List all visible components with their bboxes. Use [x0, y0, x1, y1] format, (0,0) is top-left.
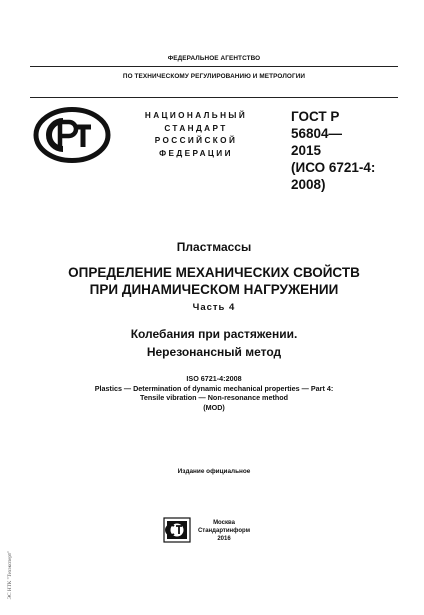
rst-logo-icon — [33, 107, 111, 163]
header-divider — [30, 66, 398, 67]
iso-reference: ISO 6721-4:2008 — [186, 374, 242, 383]
designation-line: 56804— — [291, 126, 343, 141]
designation-line: 2008) — [291, 177, 326, 192]
agency-line-2: ПО ТЕХНИЧЕСКОМУ РЕГУЛИРОВАНИЮ И МЕТРОЛОГИИ — [122, 73, 306, 80]
publisher-year: 2016 — [217, 536, 231, 542]
national-standard-line: РОССИЙСКОЙ — [154, 136, 238, 145]
document-subject: Пластмассы — [176, 240, 252, 254]
designation-line: 2015 — [291, 143, 322, 158]
iso-english-title-line-1: Plastics — Determination of dynamic mechanical properties — Part 4: — [94, 383, 334, 393]
designation-line: ГОСТ Р — [291, 109, 340, 124]
iso-modification-note: (MOD) — [203, 402, 225, 412]
publisher-name: Стандартинформ — [197, 528, 251, 534]
designation-line: (ИСО 6721-4: — [291, 160, 376, 175]
document-subtitle-line-2: Нерезонансный метод — [146, 345, 282, 359]
publisher-block — [196, 519, 252, 543]
standartinform-logo-icon — [163, 517, 191, 543]
publisher-city: Москва — [213, 520, 235, 526]
edition-label: Издание официальное — [177, 468, 251, 475]
national-standard-line: ФЕДЕРАЦИИ — [159, 148, 233, 158]
national-standard-line: СТАНДАРТ — [164, 123, 228, 133]
iso-english-title-line-2: Tensile vibration — Non-resonance method — [139, 393, 289, 402]
document-title-line-2: ПРИ ДИНАМИЧЕСКОМ НАГРУЖЕНИИ — [89, 282, 339, 297]
title-block-divider — [30, 97, 398, 98]
national-standard-line: НАЦИОНАЛЬНЫЙ — [144, 111, 248, 120]
document-title-line-1: ОПРЕДЕЛЕНИЕ МЕХАНИЧЕСКИХ СВОЙСТВ — [68, 265, 360, 280]
document-part: Часть 4 — [192, 302, 236, 313]
agency-line-1: ФЕДЕРАЛЬНОЕ АГЕНТСТВО — [167, 55, 261, 62]
side-watermark-text: ЭС НТК "Техэксперт" — [7, 550, 13, 600]
document-subtitle-line-1: Колебания при растяжении. — [130, 327, 298, 341]
